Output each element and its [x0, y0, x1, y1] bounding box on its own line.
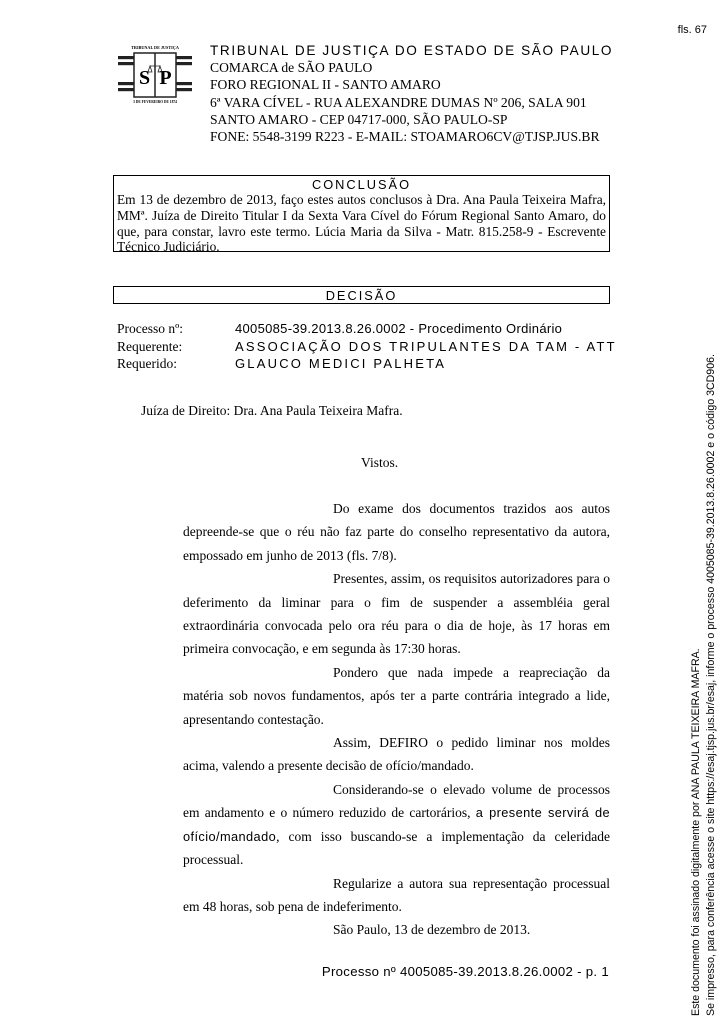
city-cep: SANTO AMARO - CEP 04717-000, SÃO PAULO-SP [210, 111, 508, 127]
paragraph-4: Assim, DEFIRO o pedido liminar nos moldes acima, valendo a presente decisão de ofício/mandado. [183, 735, 610, 774]
conclusao-title: CONCLUSÃO [311, 177, 412, 192]
requerente-value: ASSOCIAÇÃO DOS TRIPULANTES DA TAM - ATT [235, 338, 617, 354]
comarca: COMARCA de SÃO PAULO [210, 60, 373, 76]
signature-stamp-line-2: Se impresso, para conferência acesse o site https://esaj.tjsp.jus.br/esaj, informe o processo 4005085-39.2013.8.26.0002 e o código 3CD906. [704, 354, 717, 1016]
processo-value: 4005085-39.2013.8.26.0002 - Procedimento Ordinário [235, 321, 563, 336]
paragraph-3: Pondero que nada impede a reapreciação da matéria sob novos fundamentos, após ter a parte contrária integrado a lide, apresentando contestação. [183, 664, 610, 727]
requerido-label: Requerido: [117, 356, 177, 371]
court-logo [116, 44, 194, 104]
conclusao-text: Em 13 de dezembro de 2013, faço estes autos conclusos à Dra. Ana Paula Teixeira Mafra, MMª. Juíza de Direito Titular I da Sexta Vara Cível do Fórum Regional Santo Amaro, do que, para constar, lavro este termo. Lúcia Maria da Silva - Matr. 815.258-9 - Escrevente Técnico Judiciário. [117, 192, 606, 255]
decision-body [183, 497, 610, 942]
decisao-title: DECISÃO [325, 288, 398, 303]
logo-bottom-text: 3 DE FEVEREIRO DE 1874 [133, 100, 177, 104]
contact: FONE: 5548-3199 R223 - E-MAIL: STOAMARO6CV@TJSP.JUS.BR [210, 129, 600, 145]
paragraph-5-highlight: a presente servirá de ofício/mandado [183, 805, 611, 844]
svg-text:P: P [159, 67, 172, 89]
svg-text:S: S [138, 67, 151, 89]
paragraph-5-start: Considerando-se o elevado volume de processos em andamento e o número reduzido de cartorários, [183, 781, 610, 821]
paragraph-5 [183, 778, 610, 872]
logo-top-text: TRIBUNAL DE JUSTIÇA [131, 45, 179, 50]
requerido-value: GLAUCO MEDICI PALHETA [235, 356, 447, 371]
court-header [210, 42, 613, 145]
digital-signature-stamp [685, 16, 725, 1016]
paragraph-5-end: , com isso buscando-se a implementação da celeridade processual. [183, 828, 610, 868]
signature-date: São Paulo, 13 de dezembro de 2013. [333, 922, 531, 938]
processo-label: Processo nº: [117, 321, 184, 336]
foro: FORO REGIONAL II - SANTO AMARO [210, 77, 441, 93]
court-name: TRIBUNAL DE JUSTIÇA DO ESTADO DE SÃO PAULO [210, 43, 614, 58]
requerente-label: Requerente: [117, 338, 183, 354]
vara-address: 6ª VARA CÍVEL - RUA ALEXANDRE DUMAS Nº 206, SALA 901 [210, 94, 587, 110]
paragraph-2: Presentes, assim, os requisitos autorizadores para o deferimento da liminar para o fim de suspender a assembléia geral extraordinária convocada pelo ora réu para o dia de hoje, às 17 horas em primeira convocação, e em segunda às 17:30 horas. [183, 571, 610, 657]
vistos: Vistos. [361, 455, 399, 470]
decisao-box [113, 286, 610, 304]
page-number: fls. 67 [677, 24, 707, 36]
process-info [117, 320, 617, 373]
signature-stamp-line-1: Este documento foi assinado digitalmente por ANA PAULA TEIXEIRA MAFRA. [690, 648, 702, 1016]
judge-line: Juíza de Direito: Dra. Ana Paula Teixeira Mafra. [141, 403, 403, 418]
footer-process-page: Processo nº 4005085-39.2013.8.26.0002 - p. 1 [321, 964, 609, 979]
paragraph-1: Do exame dos documentos trazidos aos autos depreende-se que o réu não faz parte do conselho representativo da autora, empossado em junho de 2013 (fls. 7/8). [183, 501, 610, 563]
paragraph-6: Regularize a autora sua representação processual em 48 horas, sob pena de indeferimento. [183, 875, 610, 914]
conclusao-box [113, 175, 610, 255]
